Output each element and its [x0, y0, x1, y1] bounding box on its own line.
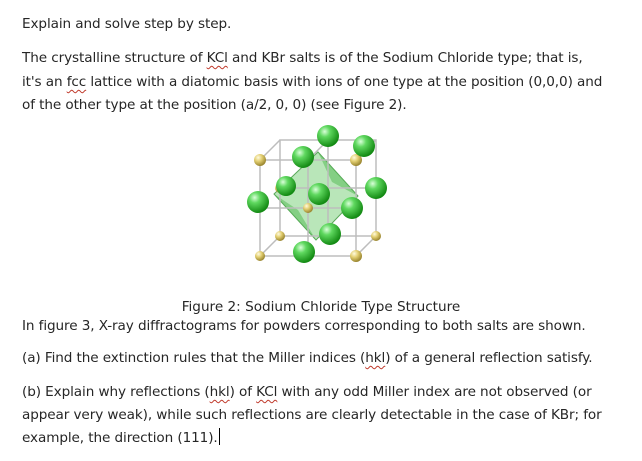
- text-cursor: [219, 428, 220, 445]
- question-b-line1: (b) Explain why reflections (hkl) of KCl with any odd Miller index are not observed (or: [22, 384, 592, 400]
- para2-line: In figure 3, X-ray diffractograms for powders corresponding to both salts are shown.: [22, 318, 586, 334]
- figure-caption: Figure 2: Sodium Chloride Type Structure: [181, 298, 461, 315]
- spellcheck-kcl[interactable]: KCl: [206, 50, 228, 66]
- question-b-line2: appear very weak), while such reflections are clearly detectable in the case of KBr; for: [22, 407, 602, 423]
- spellcheck-kcl[interactable]: KCl: [256, 384, 278, 400]
- para1-line3: of the other type at the position (a/2, 0, 0) (see Figure 2).: [22, 97, 407, 113]
- nacl-crystal-image: [240, 124, 390, 270]
- para1-line1: The crystalline structure of KCl and KBr salts is of the Sodium Chloride type; that is,: [22, 50, 583, 66]
- nacl-structure-figure: [240, 124, 390, 270]
- question-a: (a) Find the extinction rules that the Miller indices (hkl) of a general reflection satisfy.: [22, 350, 593, 366]
- question-b-line3: example, the direction (111).: [22, 430, 218, 446]
- intro-line: Explain and solve step by step.: [22, 16, 232, 32]
- spellcheck-hkl[interactable]: hkl: [365, 350, 386, 366]
- spellcheck-hkl[interactable]: hkl: [209, 384, 230, 400]
- para1-line2: it's an fcc lattice with a diatomic basis with ions of one type at the position (0,0,0) and: [22, 74, 603, 90]
- spellcheck-fcc[interactable]: fcc: [66, 74, 87, 90]
